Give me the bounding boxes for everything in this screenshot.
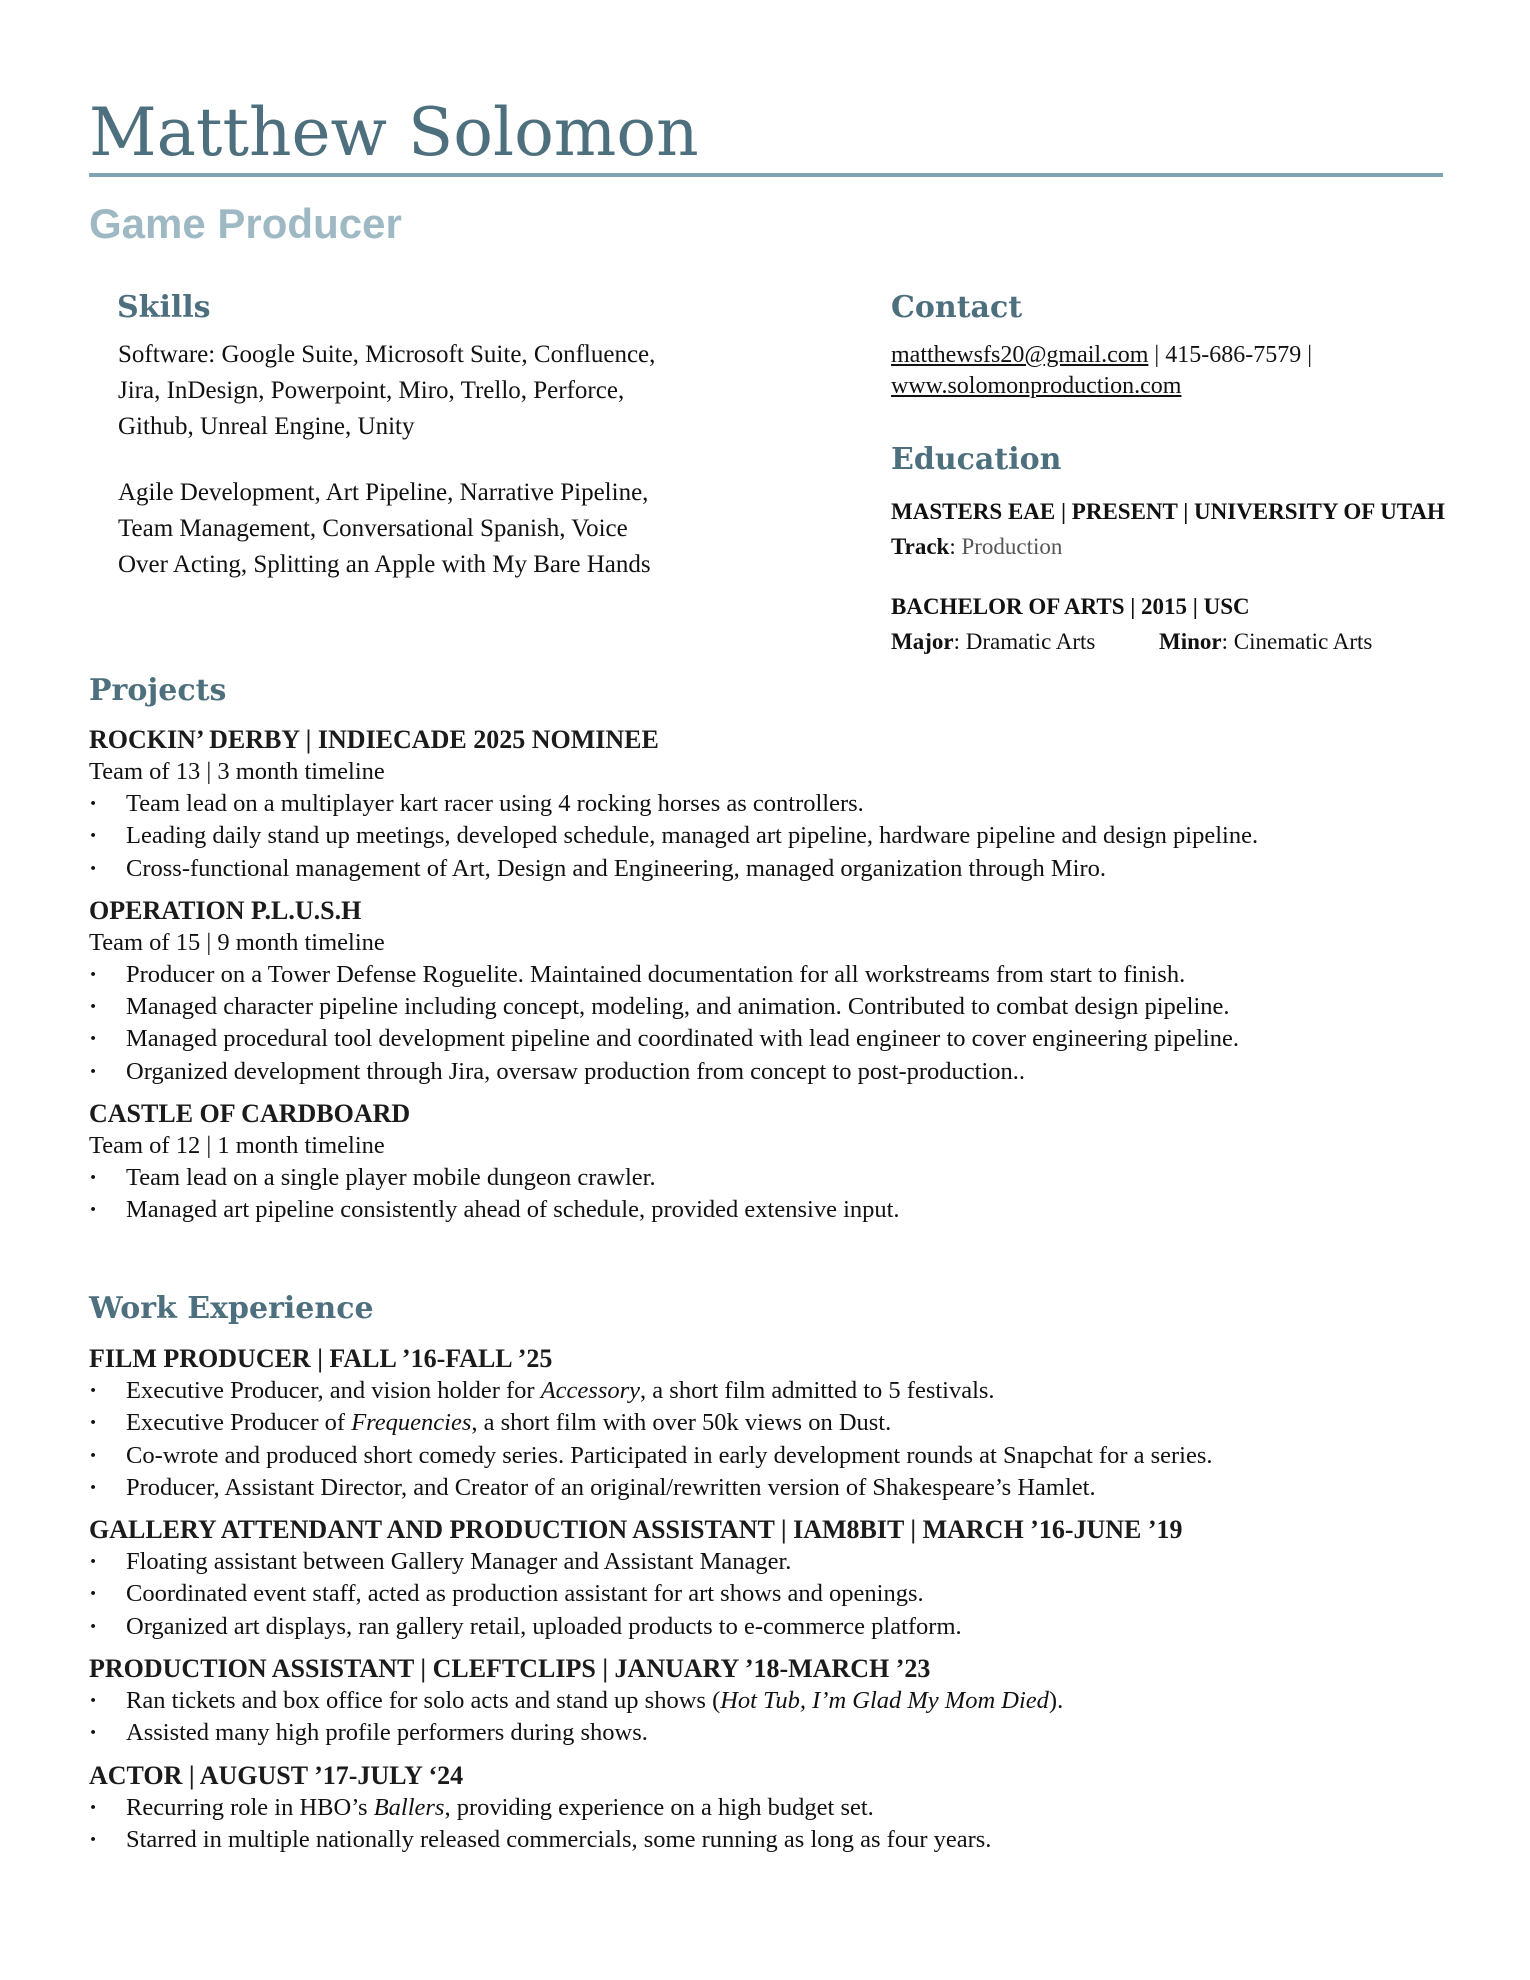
bullet-item: · Organized development through Jira, oversaw production from concept to post-production.. xyxy=(89,1056,1449,1088)
bullet-item: · Starred in multiple nationally released commercials, some running as long as four years. xyxy=(89,1824,1449,1856)
projects-heading: Projects xyxy=(89,673,227,708)
bullet-item: · Organized art displays, ran gallery retail, uploaded products to e-commerce platform. xyxy=(89,1611,1449,1643)
email-link[interactable]: matthewsfs20@gmail.com xyxy=(891,342,1149,368)
education-bachelor-minor: Minor: Cinematic Arts xyxy=(1159,629,1373,654)
website-link[interactable]: www.solomonproduction.com xyxy=(891,373,1182,399)
job-title-line: GALLERY ATTENDANT AND PRODUCTION ASSISTANT | IAM8BIT | MARCH ’16-JUNE ’19 xyxy=(89,1515,1183,1545)
website-line xyxy=(891,371,1181,401)
skills-other: Agile Development, Art Pipeline, Narrative Pipeline, Team Management, Conversational Spanish, Voice Over Acting, Splitting an Apple with My Bare Hands xyxy=(118,479,651,578)
job-bullets xyxy=(89,1685,1449,1750)
project-bullets xyxy=(89,959,1449,1088)
job-film-producer xyxy=(89,1343,1449,1504)
candidate-name: Matthew Solomon xyxy=(89,94,699,171)
bullet-item: · Ran tickets and box office for solo acts and stand up shows (Hot Tub, I’m Glad My Mom Died). xyxy=(89,1685,1449,1717)
bullet-item: · Recurring role in HBO’s Ballers, providing experience on a high budget set. xyxy=(89,1792,1449,1824)
contact-heading: Contact xyxy=(891,290,1023,325)
bullet-item: · Assisted many high profile performers during shows. xyxy=(89,1717,1449,1749)
bullet-item: · Producer, Assistant Director, and Creator of an original/rewritten version of Shakespeare’s Hamlet. xyxy=(89,1472,1449,1504)
bullet-item: · Producer on a Tower Defense Roguelite. Maintained documentation for all workstreams from start to finish. xyxy=(89,959,1449,991)
project-bullets xyxy=(89,1162,1449,1227)
education-heading: Education xyxy=(891,442,1062,477)
job-bullets xyxy=(89,1546,1449,1643)
bullet-item: · Team lead on a multiplayer kart racer using 4 rocking horses as controllers. xyxy=(89,788,1449,820)
bullet-item: · Managed procedural tool development pipeline and coordinated with lead engineer to cover engineering pipeline. xyxy=(89,1023,1449,1055)
project-title: CASTLE OF CARDBOARD xyxy=(89,1099,411,1129)
skills-software: Software: Google Suite, Microsoft Suite, Confluence, Jira, InDesign, Powerpoint, Miro, Trello, Perforce, Github, Unreal Engine, Unity xyxy=(118,341,656,440)
contact-separator: | xyxy=(1301,342,1312,368)
contact-separator: | xyxy=(1148,342,1166,368)
education-masters-title: MASTERS EAE | PRESENT | UNIVERSITY OF UTAH xyxy=(891,499,1445,524)
work-experience-heading: Work Experience xyxy=(89,1291,374,1326)
education-masters-track: Track: Production xyxy=(891,534,1063,559)
bullet-item: · Executive Producer of Frequencies, a short film with over 50k views on Dust. xyxy=(89,1407,1449,1439)
projects-list xyxy=(89,724,1449,1227)
bullet-item: · Leading daily stand up meetings, developed schedule, managed art pipeline, hardware pipeline and design pipeline. xyxy=(89,820,1449,852)
bullet-item: · Coordinated event staff, acted as production assistant for art shows and openings. xyxy=(89,1578,1449,1610)
bullet-item: · Team lead on a single player mobile dungeon crawler. xyxy=(89,1162,1449,1194)
job-title-line: PRODUCTION ASSISTANT | CLEFTCLIPS | JANUARY ’18-MARCH ’23 xyxy=(89,1654,931,1684)
job-gallery-attendant xyxy=(89,1514,1449,1643)
bullet-item: · Managed character pipeline including concept, modeling, and animation. Contributed to combat design pipeline. xyxy=(89,991,1449,1023)
project-operation-plush xyxy=(89,895,1449,1088)
project-meta: Team of 15 | 9 month timeline xyxy=(89,928,385,956)
project-title: OPERATION P.L.U.S.H xyxy=(89,895,362,925)
job-title-line: ACTOR | AUGUST ’17-JULY ‘24 xyxy=(89,1760,464,1790)
work-list xyxy=(89,1343,1449,1856)
project-title: ROCKIN’ DERBY | INDIECADE 2025 NOMINEE xyxy=(89,725,659,754)
education-bachelor-major: Major: Dramatic Arts xyxy=(891,629,1096,654)
job-bullets xyxy=(89,1792,1449,1857)
job-title: Game Producer xyxy=(89,200,402,247)
project-bullets xyxy=(89,788,1449,885)
project-meta: Team of 13 | 3 month timeline xyxy=(89,758,385,785)
header-divider xyxy=(89,173,1443,177)
education-bachelor-title: BACHELOR OF ARTS | 2015 | USC xyxy=(891,594,1250,619)
phone-number: 415-686-7579 xyxy=(1165,342,1302,368)
project-rockin-derby xyxy=(89,724,1449,885)
project-meta: Team of 12 | 1 month timeline xyxy=(89,1132,385,1160)
job-production-assistant xyxy=(89,1653,1449,1750)
job-bullets xyxy=(89,1375,1449,1504)
bullet-item: · Cross-functional management of Art, Design and Engineering, managed organization through Miro. xyxy=(89,853,1449,885)
job-actor xyxy=(89,1760,1449,1857)
bullet-item: · Floating assistant between Gallery Manager and Assistant Manager. xyxy=(89,1546,1449,1578)
job-title-line: FILM PRODUCER | FALL ’16-FALL ’25 xyxy=(89,1344,553,1373)
contact-line xyxy=(891,340,1312,370)
bullet-item: · Co-wrote and produced short comedy series. Participated in early development rounds at Snapchat for a series. xyxy=(89,1440,1449,1472)
bullet-item: · Executive Producer, and vision holder for Accessory, a short film admitted to 5 festivals. xyxy=(89,1375,1449,1407)
project-castle-of-cardboard xyxy=(89,1098,1449,1227)
bullet-item: · Managed art pipeline consistently ahead of schedule, provided extensive input. xyxy=(89,1194,1449,1226)
skills-heading: Skills xyxy=(117,290,211,325)
